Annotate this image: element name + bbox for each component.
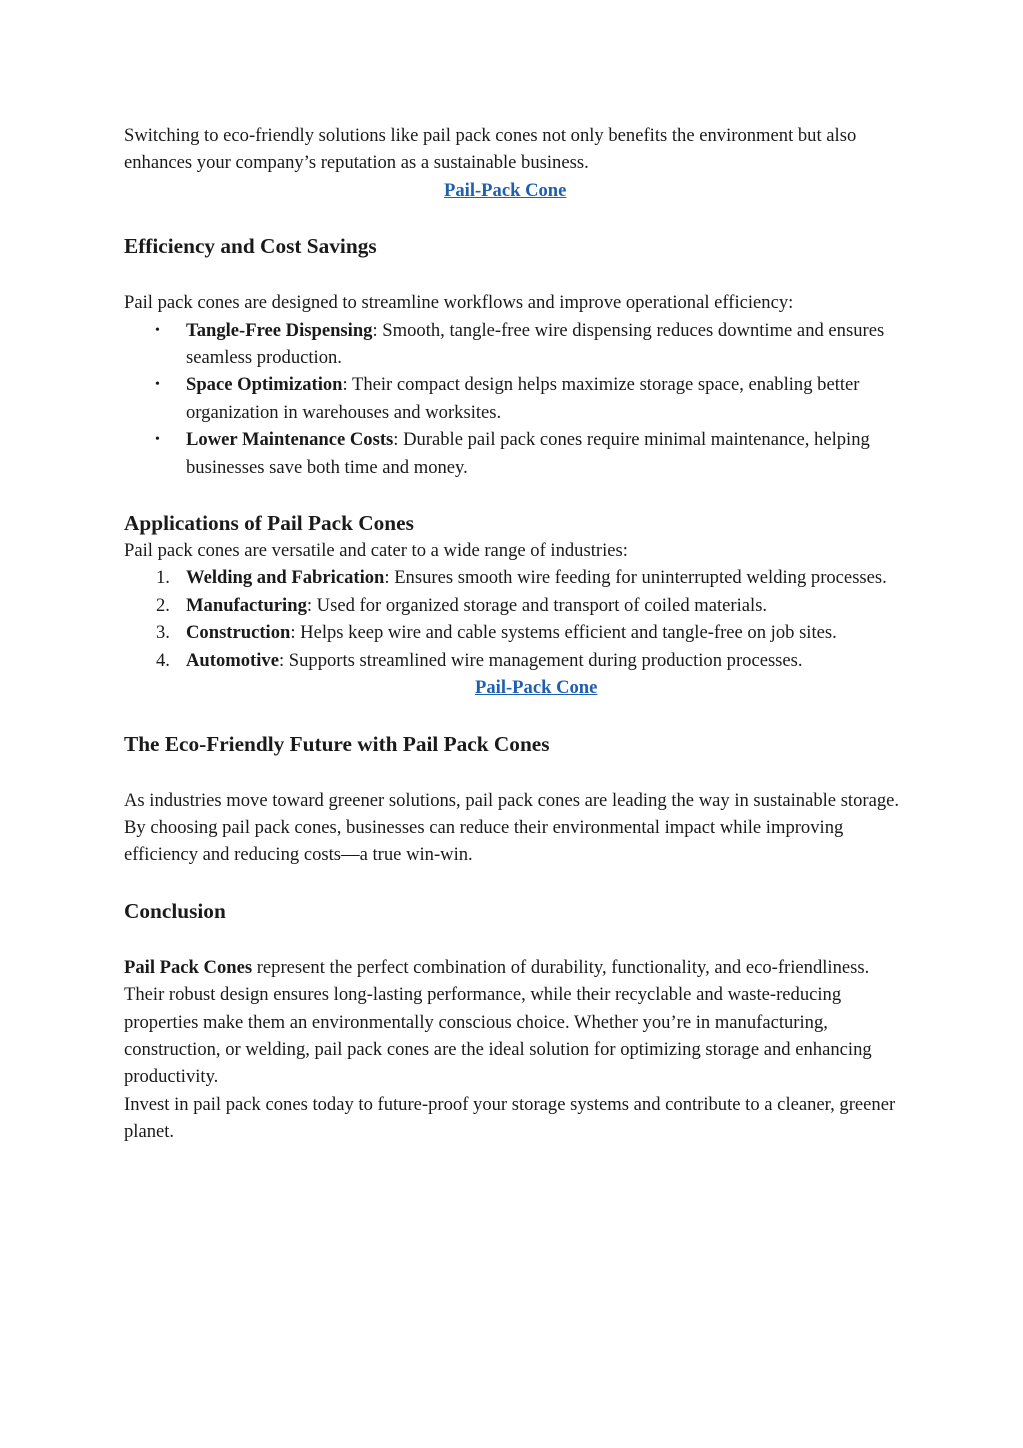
efficiency-heading: Efficiency and Cost Savings bbox=[124, 234, 377, 259]
future-heading: The Eco-Friendly Future with Pail Pack Cones bbox=[124, 731, 550, 756]
list-item bbox=[124, 592, 904, 619]
list-number: 2. bbox=[156, 594, 170, 616]
list-number: 3. bbox=[156, 622, 170, 644]
list-item-term: Welding and Fabrication bbox=[186, 567, 385, 589]
bullet-icon: • bbox=[155, 377, 160, 393]
list-item bbox=[124, 564, 904, 591]
list-item-text: : Used for organized storage and transport of coiled materials. bbox=[306, 594, 768, 616]
intro-paragraph: Switching to eco-friendly solutions like pail pack cones not only benefits the environment but also enhances your company’s reputation as a sustainable business. bbox=[124, 125, 857, 174]
list-item bbox=[124, 426, 904, 481]
future-paragraph: As industries move toward greener solutions, pail pack cones are leading the way in sustainable storage. By choosing pail pack cones, businesses can reduce their environmental impact while improving efficiency and reducing costs—a true win-win. bbox=[124, 789, 900, 866]
list-item-term: Space Optimization bbox=[186, 374, 343, 396]
applications-link-line bbox=[124, 674, 904, 701]
list-number: 4. bbox=[156, 649, 170, 671]
efficiency-list bbox=[124, 317, 904, 481]
intro-link-line bbox=[124, 177, 904, 204]
bullet-icon: • bbox=[155, 432, 160, 448]
list-item-text: : Ensures smooth wire feeding for uninterrupted welding processes. bbox=[384, 567, 887, 589]
efficiency-lead: Pail pack cones are designed to streamline workflows and improve operational efficiency: bbox=[124, 292, 794, 314]
bullet-icon: • bbox=[155, 322, 160, 338]
list-item-text: : Their compact design helps maximize storage space, enabling better organization in warehouses and worksites. bbox=[186, 374, 860, 423]
conclusion-term: Pail Pack Cones bbox=[124, 956, 253, 978]
list-item-term: Manufacturing bbox=[186, 594, 307, 616]
list-number: 1. bbox=[156, 567, 170, 589]
conclusion-heading: Conclusion bbox=[124, 898, 226, 923]
list-item bbox=[124, 317, 904, 372]
list-item-term: Lower Maintenance Costs bbox=[186, 429, 394, 451]
applications-list bbox=[124, 564, 904, 674]
list-item-text: : Durable pail pack cones require minimal maintenance, helping businesses save both time and money. bbox=[186, 429, 870, 478]
list-item bbox=[124, 371, 904, 426]
pail-pack-cone-link[interactable]: Pail-Pack Cone bbox=[444, 179, 567, 201]
applications-lead: Pail pack cones are versatile and cater to a wide range of industries: bbox=[124, 540, 628, 562]
list-item-text: : Smooth, tangle-free wire dispensing reduces downtime and ensures seamless production. bbox=[186, 319, 885, 369]
pail-pack-cone-link[interactable]: Pail-Pack Cone bbox=[475, 677, 598, 699]
list-item-term: Construction bbox=[186, 622, 291, 644]
conclusion-text: represent the perfect combination of durability, functionality, and eco-friendliness. Their robust design ensures long-lasting performance, while their recyclable and waste-reducing properties make them an environmentally conscious choice. Whether you’re in manufacturing, construction, or welding, pail pack cones are the ideal solution for optimizing storage and enhancing productivity. bbox=[124, 956, 872, 1088]
closing-paragraph: Invest in pail pack cones today to future-proof your storage systems and contribute to a cleaner, greener planet. bbox=[124, 1093, 896, 1143]
list-item bbox=[124, 647, 904, 674]
list-item bbox=[124, 619, 904, 646]
list-item-term: Automotive bbox=[186, 649, 279, 671]
conclusion-paragraph bbox=[124, 954, 904, 1091]
list-item-term: Tangle-Free Dispensing bbox=[186, 319, 373, 341]
document-page bbox=[124, 122, 904, 1146]
list-item-text: : Helps keep wire and cable systems efficient and tangle-free on job sites. bbox=[290, 622, 837, 644]
applications-heading: Applications of Pail Pack Cones bbox=[124, 511, 414, 536]
list-item-text: : Supports streamlined wire management during production processes. bbox=[278, 649, 803, 671]
